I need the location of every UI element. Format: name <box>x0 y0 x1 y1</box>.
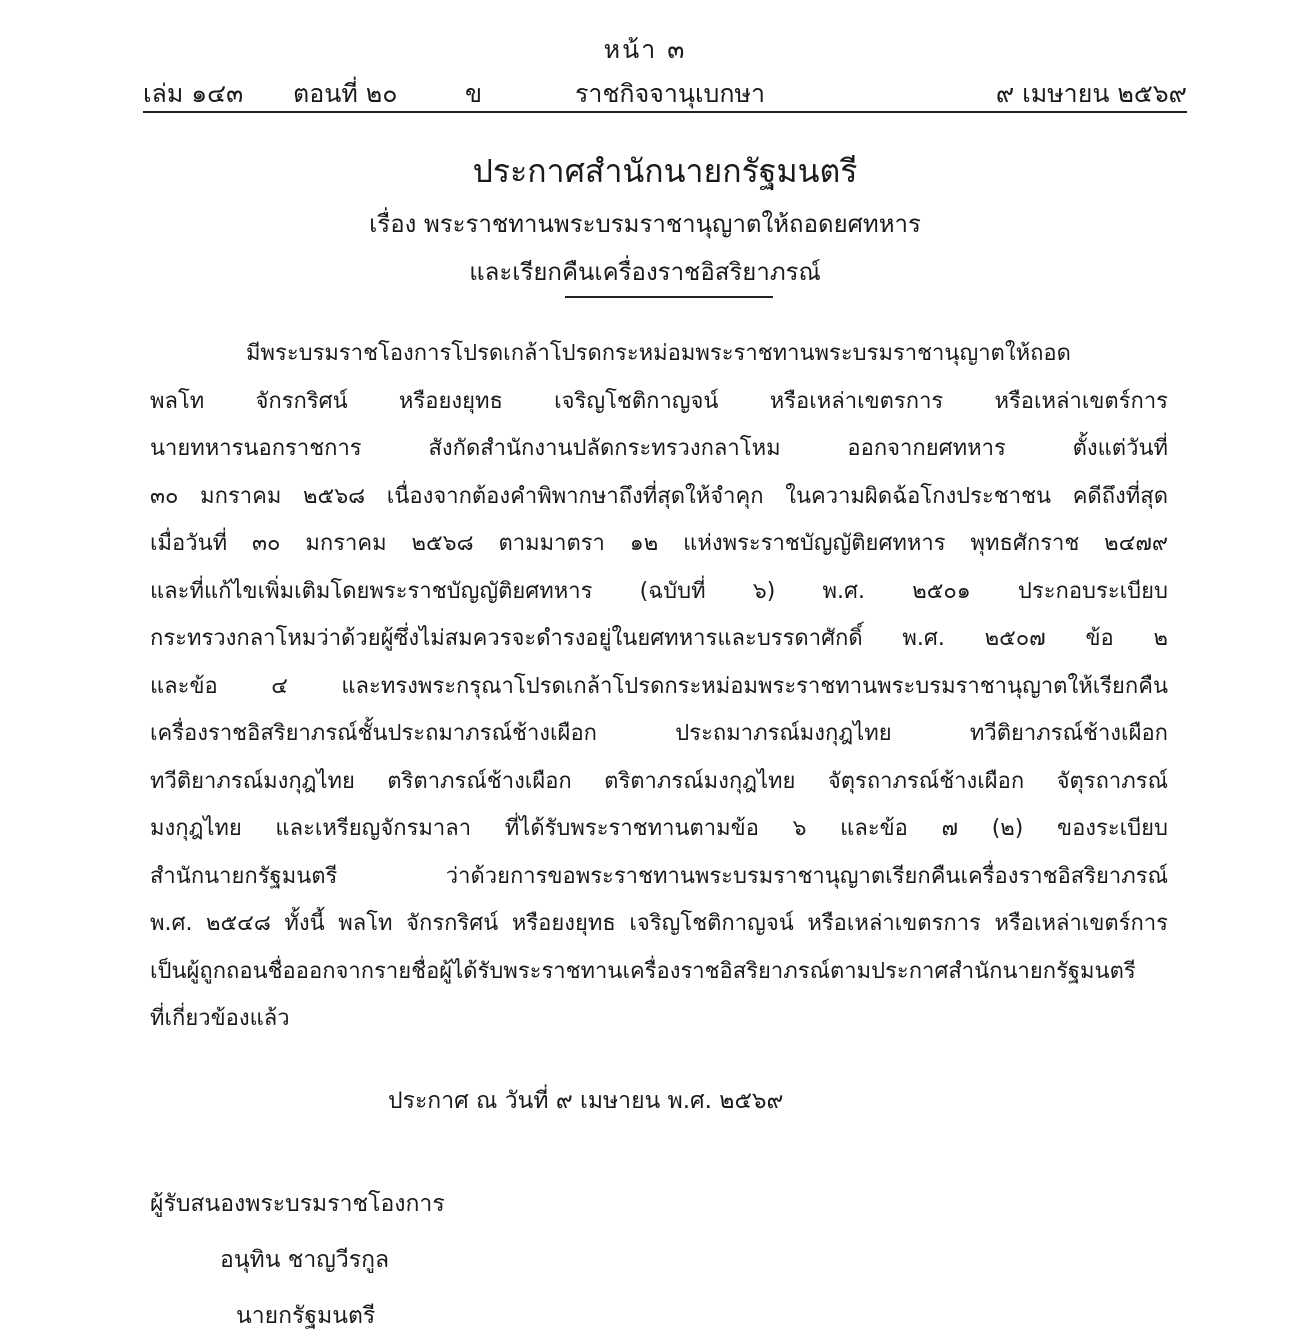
body-line: พลโท จักรกริศน์ หรือยงยุทธ เจริญโชติกาญจน์ หรือเหล่าเขตรการ หรือเหล่าเขตร์การ <box>150 388 1168 414</box>
announcement-title: ประกาศสำนักนายกรัฐมนตรี <box>472 152 858 190</box>
announcement-dateline: ประกาศ ณ วันที่ ๙ เมษายน พ.ศ. ๒๕๖๙ <box>388 1088 784 1114</box>
body-line: มงกุฎไทย และเหรียญจักรมาลา ที่ได้รับพระราชทานตามข้อ ๖ และข้อ ๗ (๒) ของระเบียบ <box>150 816 1168 841</box>
gazette-header <box>143 74 1187 110</box>
body-line: พ.ศ. ๒๕๔๘ ทั้งนี้ พลโท จักรกริศน์ หรือยงยุทธ เจริญโชติกาญจน์ หรือเหล่าเขตรการ หรือเหล่าเขตร์การ <box>150 911 1168 936</box>
header-divider <box>143 111 1187 113</box>
subject-line: เรื่อง พระราชทานพระบรมราชานุญาตให้ถอดยศทหาร <box>369 210 921 238</box>
body-line: และที่แก้ไขเพิ่มเติมโดยพระราชบัญญัติยศทหาร (ฉบับที่ ๖) พ.ศ. ๒๕๐๑ ประกอบระเบียบ <box>150 578 1168 604</box>
countersign-label: ผู้รับสนองพระบรมราชโองการ <box>150 1191 445 1217</box>
gazette-date: ๙ เมษายน ๒๕๖๙ <box>995 79 1187 108</box>
body-line: ๓๐ มกราคม ๒๕๖๘ เนื่องจากต้องคำพิพากษาถึงที่สุดให้จำคุก ในความผิดฉ้อโกงประชาชน คดีถึงที่สุด <box>150 483 1168 509</box>
body-line: เครื่องราชอิสริยาภรณ์ชั้นประถมาภรณ์ช้างเผือก ประถมาภรณ์มงกุฎไทย ทวีติยาภรณ์ช้างเผือก <box>150 721 1168 746</box>
signer-name: อนุทิน ชาญวีรกูล <box>220 1247 390 1273</box>
body-line: เป็นผู้ถูกถอนชื่อออกจากรายชื่อผู้ได้รับพระราชทานเครื่องราชอิสริยาภรณ์ตามประกาศสำนักนายกรัฐมนตรี <box>150 958 1136 984</box>
body-line: ที่เกี่ยวข้องแล้ว <box>150 1006 290 1031</box>
page-number: หน้า ๓ <box>603 35 687 64</box>
signer-title: นายกรัฐมนตรี <box>236 1303 376 1329</box>
signature-block <box>150 1176 445 1344</box>
subject-line: และเรียกคืนเครื่องราชอิสริยาภรณ์ <box>469 258 821 286</box>
volume-number: เล่ม ๑๔๓ <box>143 79 244 108</box>
gazette-name: ราชกิจจานุเบกษา <box>575 79 766 108</box>
title-divider <box>565 296 773 298</box>
announcement-body <box>150 330 1168 1043</box>
body-line: ทวีติยาภรณ์มงกุฎไทย ตริตาภรณ์ช้างเผือก ตริตาภรณ์มงกุฎไทย จัตุรถาภรณ์ช้างเผือก จัตุรถาภรณ์ <box>150 768 1168 794</box>
section-number: ตอนที่ ๒๐ <box>293 79 398 108</box>
body-line: และข้อ ๔ และทรงพระกรุณาโปรดเกล้าโปรดกระหม่อมพระราชทานพระบรมราชานุญาตให้เรียกคืน <box>150 673 1168 699</box>
body-line: เมื่อวันที่ ๓๐ มกราคม ๒๕๖๘ ตามมาตรา ๑๒ แห่งพระราชบัญญัติยศทหาร พุทธศักราช ๒๔๗๙ <box>150 531 1168 556</box>
body-line: สำนักนายกรัฐมนตรี ว่าด้วยการขอพระราชทานพระบรมราชานุญาตเรียกคืนเครื่องราชอิสริยาภรณ์ <box>150 863 1168 889</box>
body-line: มีพระบรมราชโองการโปรดเกล้าโปรดกระหม่อมพระราชทานพระบรมราชานุญาตให้ถอด <box>246 341 1071 366</box>
announcement-subject <box>0 200 1290 296</box>
body-line: นายทหารนอกราชการ สังกัดสำนักงานปลัดกระทรวงกลาโหม ออกจากยศทหาร ตั้งแต่วันที่ <box>150 436 1168 461</box>
part-letter: ข <box>465 79 483 108</box>
body-line: กระทรวงกลาโหมว่าด้วยผู้ซึ่งไม่สมควรจะดำรงอยู่ในยศทหารและบรรดาศักดิ์ พ.ศ. ๒๕๐๗ ข้อ ๒ <box>150 626 1168 651</box>
